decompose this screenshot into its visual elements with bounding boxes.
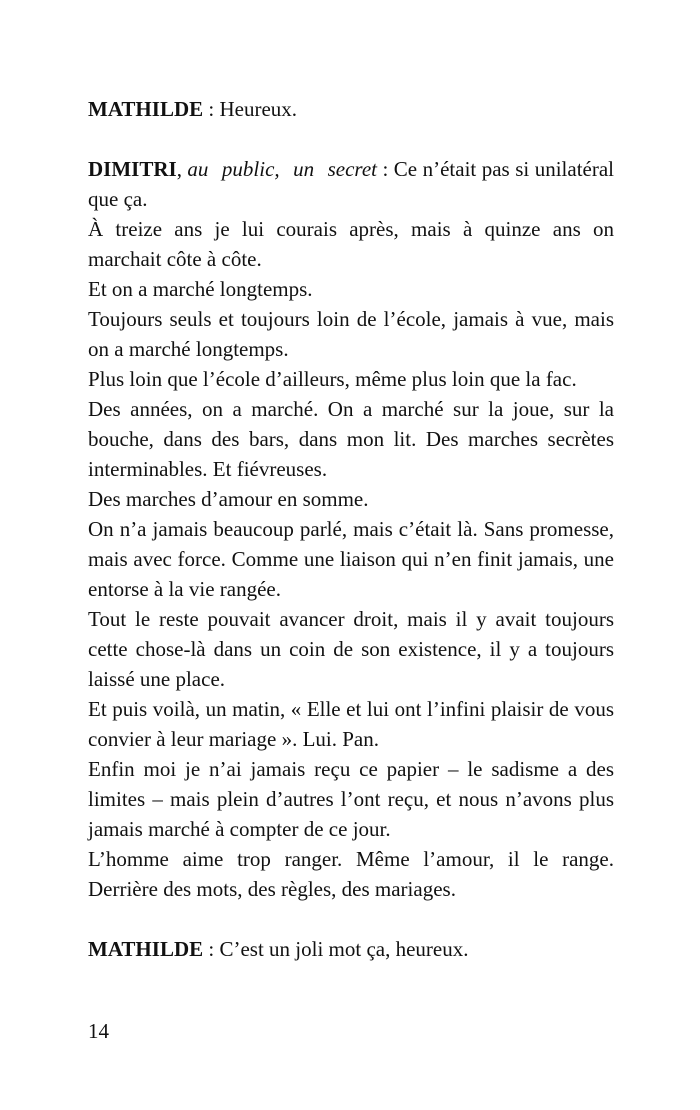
speech-line: Des marches d’amour en somme.	[88, 487, 369, 511]
stage-direction: au public, un secret	[187, 157, 377, 181]
speech-text: Heureux.	[219, 97, 298, 121]
speaker-name: DIMITRI	[88, 157, 177, 181]
speaker-comma: ,	[176, 157, 188, 181]
speech-line: Toujours seuls et toujours loin de l’école, jamais à vue, mais on a marché longtemps.	[88, 307, 614, 361]
speech-line: Des années, on a marché. On a marché sur la joue, sur la bouche, dans des bars, dans mon lit. Des marches secrètes interminables. Et fiévreuses.	[88, 397, 614, 481]
speaker-name: MATHILDE	[88, 97, 204, 121]
speech-separator: :	[203, 937, 220, 961]
speech-dimitri-opening	[88, 154, 614, 214]
speech-line: Plus loin que l’école d’ailleurs, même plus loin que la fac.	[88, 367, 577, 391]
speech-separator: :	[203, 97, 220, 121]
speech-mathilde-2	[88, 934, 614, 964]
speaker-name: MATHILDE	[88, 937, 204, 961]
speech-text: Ce n’était pas si unilatéral que ça.	[88, 157, 614, 211]
speech-separator: :	[376, 157, 394, 181]
speech-text: C’est un joli mot ça, heureux.	[219, 937, 469, 961]
speech-line: Et puis voilà, un matin, « Elle et lui ont l’infini plaisir de vous convier à leur mariage ». Lui. Pan.	[88, 697, 614, 751]
speech-line: On n’a jamais beaucoup parlé, mais c’était là. Sans promesse, mais avec force. Comme une liaison qui n’en finit jamais, une entorse à la vie rangée.	[88, 517, 614, 601]
page-number: 14	[88, 1019, 109, 1043]
play-text	[88, 94, 614, 964]
speech-line: Tout le reste pouvait avancer droit, mais il y avait toujours cette chose-là dans un coin de son existence, il y a toujours laissé une place.	[88, 607, 614, 691]
speech-line: Enfin moi je n’ai jamais reçu ce papier – le sadisme a des limites – mais plein d’autres l’ont reçu, et nous n’avons plus jamais marché à compter de ce jour.	[88, 757, 614, 841]
speech-line: L’homme aime trop ranger. Même l’amour, il le range. Derrière des mots, des règles, des mariages.	[88, 847, 614, 901]
speech-mathilde-1	[88, 94, 614, 124]
speech-line: Et on a marché longtemps.	[88, 277, 313, 301]
speech-line: À treize ans je lui courais après, mais à quinze ans on marchait côte à côte.	[88, 217, 614, 271]
